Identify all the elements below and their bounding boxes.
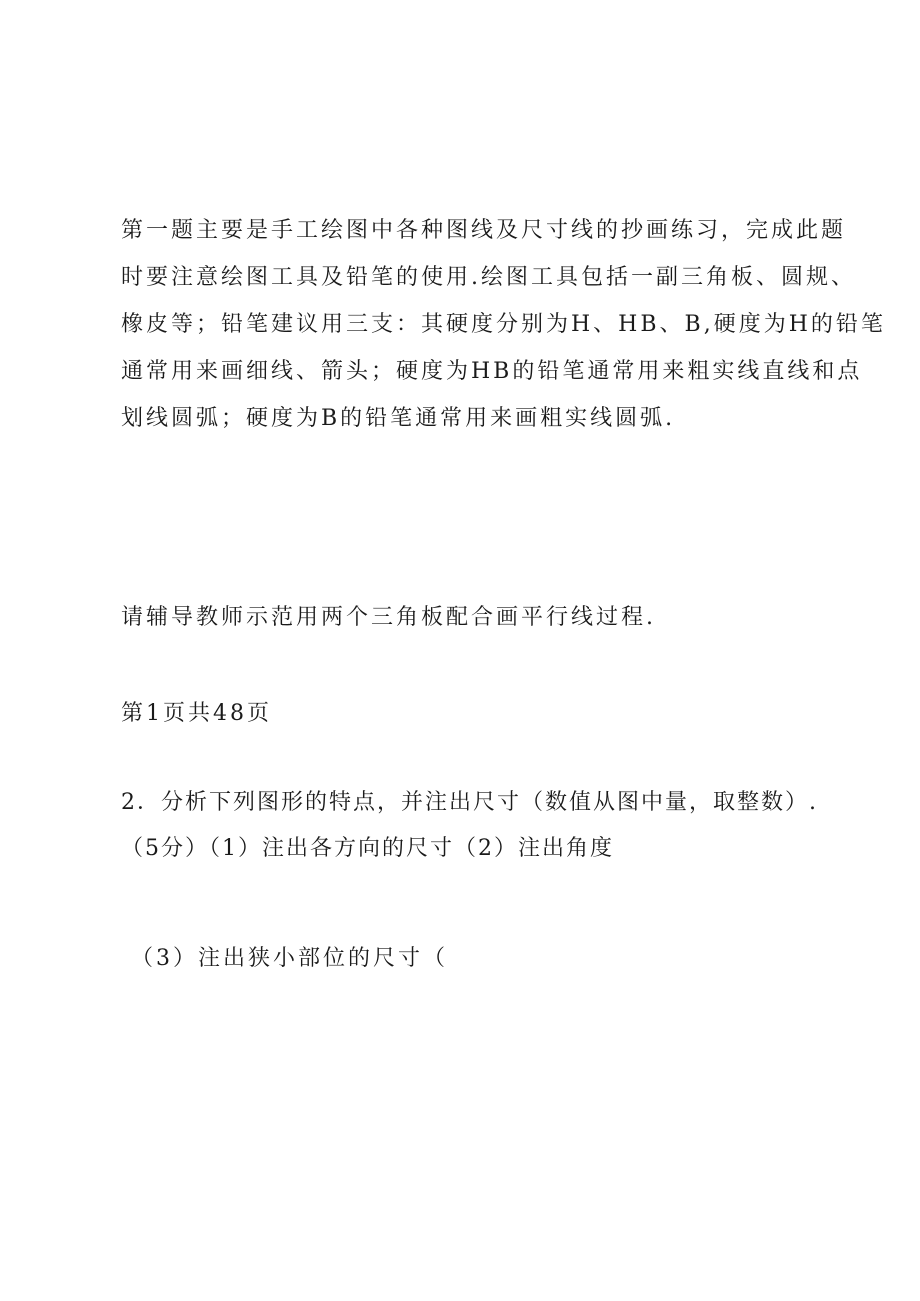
text-line: 划线圆弧；硬度为B的铅笔通常用来画粗实线圆弧. xyxy=(121,406,676,431)
question-2-part-3 xyxy=(131,935,821,982)
text-line: 时要注意绘图工具及铅笔的使用.绘图工具包括一副三角板、圆规、 xyxy=(121,265,856,290)
text-line: 通常用来画细线、箭头；硬度为HB的铅笔通常用来粗实线直线和点 xyxy=(121,359,863,384)
page-number xyxy=(121,690,811,737)
text-line: 2．分析下列图形的特点，并注出尺寸（数值从图中量，取整数）. xyxy=(121,790,818,815)
text-line: （5分）（1）注出各方向的尺寸（2）注出角度 xyxy=(121,836,614,861)
paragraph-drawing-tools xyxy=(121,207,886,442)
question-2 xyxy=(121,780,818,872)
text-line: （3）注出狭小部位的尺寸（ xyxy=(131,946,448,971)
text-line: 第一题主要是手工绘图中各种图线及尺寸线的抄画练习，完成此题 xyxy=(121,218,847,243)
page-number-text: 第1页共48页 xyxy=(121,701,272,726)
text-line: 橡皮等；铅笔建议用三支：其硬度分别为H、HB、B,硬度为H的铅笔 xyxy=(121,312,886,337)
text-line: 请辅导教师示范用两个三角板配合画平行线过程. xyxy=(121,605,656,630)
paragraph-teacher-demo xyxy=(121,594,811,641)
